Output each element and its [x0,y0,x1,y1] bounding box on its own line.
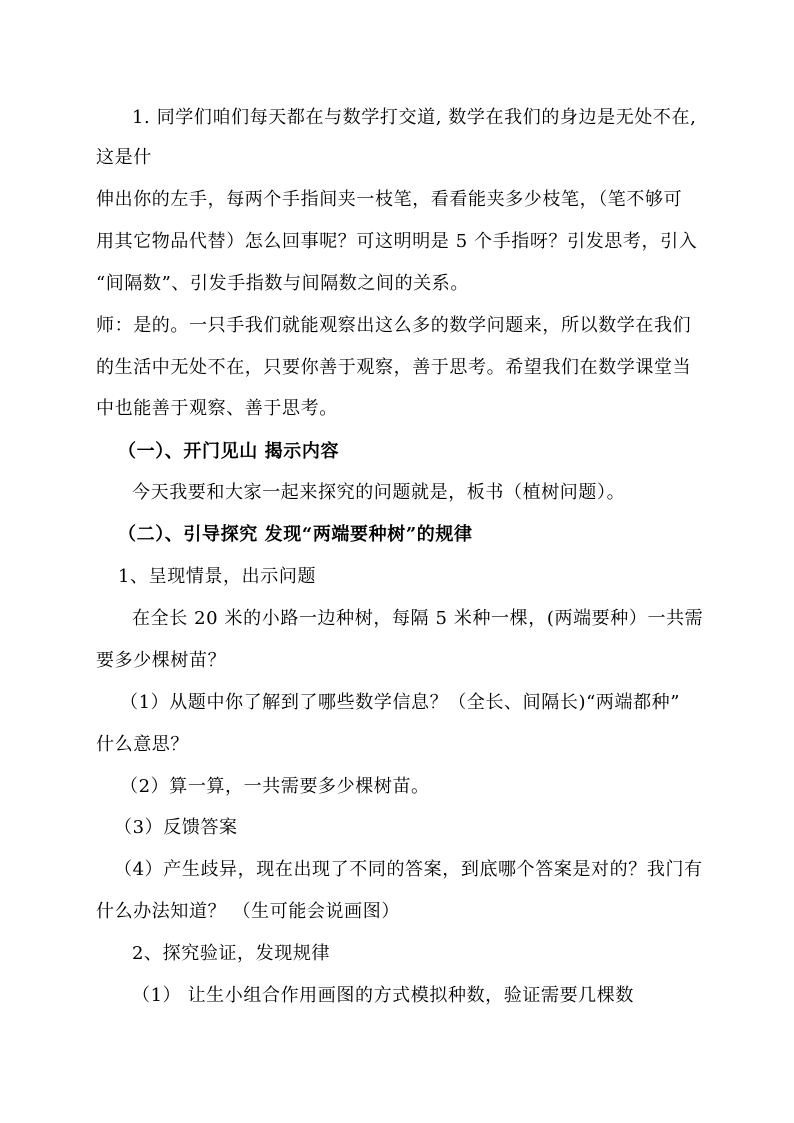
task-line-1: （1） 让生小组合作用画图的方式模拟种数，验证需要几棵数 [132,985,634,1006]
subheading-2: 2、探究验证，发现规律 [132,943,331,964]
question-line-3: （2）算一算，一共需要多少棵树苗。 [120,776,430,797]
question-line-4: （3）反馈答案 [114,817,238,838]
paragraph-line-3: 伸出你的左手，每两个手指间夹一枝笔，看看能夹多少枝笔，（笔不够可 [96,189,683,210]
subheading-1: 1、呈现情景，出示问题 [118,566,317,587]
question-line-6: 什么办法知道？ （生可能会说画图） [96,901,400,922]
paragraph-line-2: 这是什 [96,147,152,168]
problem-line-2: 要多少棵树苗？ [96,650,227,671]
paragraph-line-5: “间隔数”、引发手指数与间隔数之间的关系。 [96,273,470,294]
question-line-5: （4）产生歧异，现在出现了不同的答案，到底哪个答案是对的？我门有 [114,859,703,880]
paragraph-line-7: 的生活中无处不在，只要你善于观察，善于思考。希望我们在数学课堂当 [96,357,692,378]
section-heading-2: （二）、引导探究 发现“两端要种树”的规律 [118,524,473,545]
section-heading-1: （一）、开门见山 揭示内容 [118,441,340,462]
paragraph-line-1: 1. 同学们咱们每天都在与数学打交道, 数学在我们的身边是无处不在, [132,107,697,128]
question-line-1: （1）从题中你了解到了哪些数学信息？（全长、间隔长)“两端都种” [120,692,681,713]
question-line-2: 什么意思？ [96,734,189,755]
problem-line-1: 在全长 20 米的小路一边种树，每隔 5 米种一棵，(两端要种）一共需 [132,608,704,629]
paragraph-line-4: 用其它物品代替）怎么回事呢？可这明明是 5 个手指呀？引发思考，引入 [96,231,698,252]
paragraph-line-9: 今天我要和大家一起来探究的问题就是，板书（植树问题）。 [132,482,626,503]
paragraph-line-6: 师：是的。一只手我们就能观察出这么多的数学问题来，所以数学在我们 [96,315,692,336]
paragraph-line-8: 中也能善于观察、善于思考。 [96,398,338,419]
